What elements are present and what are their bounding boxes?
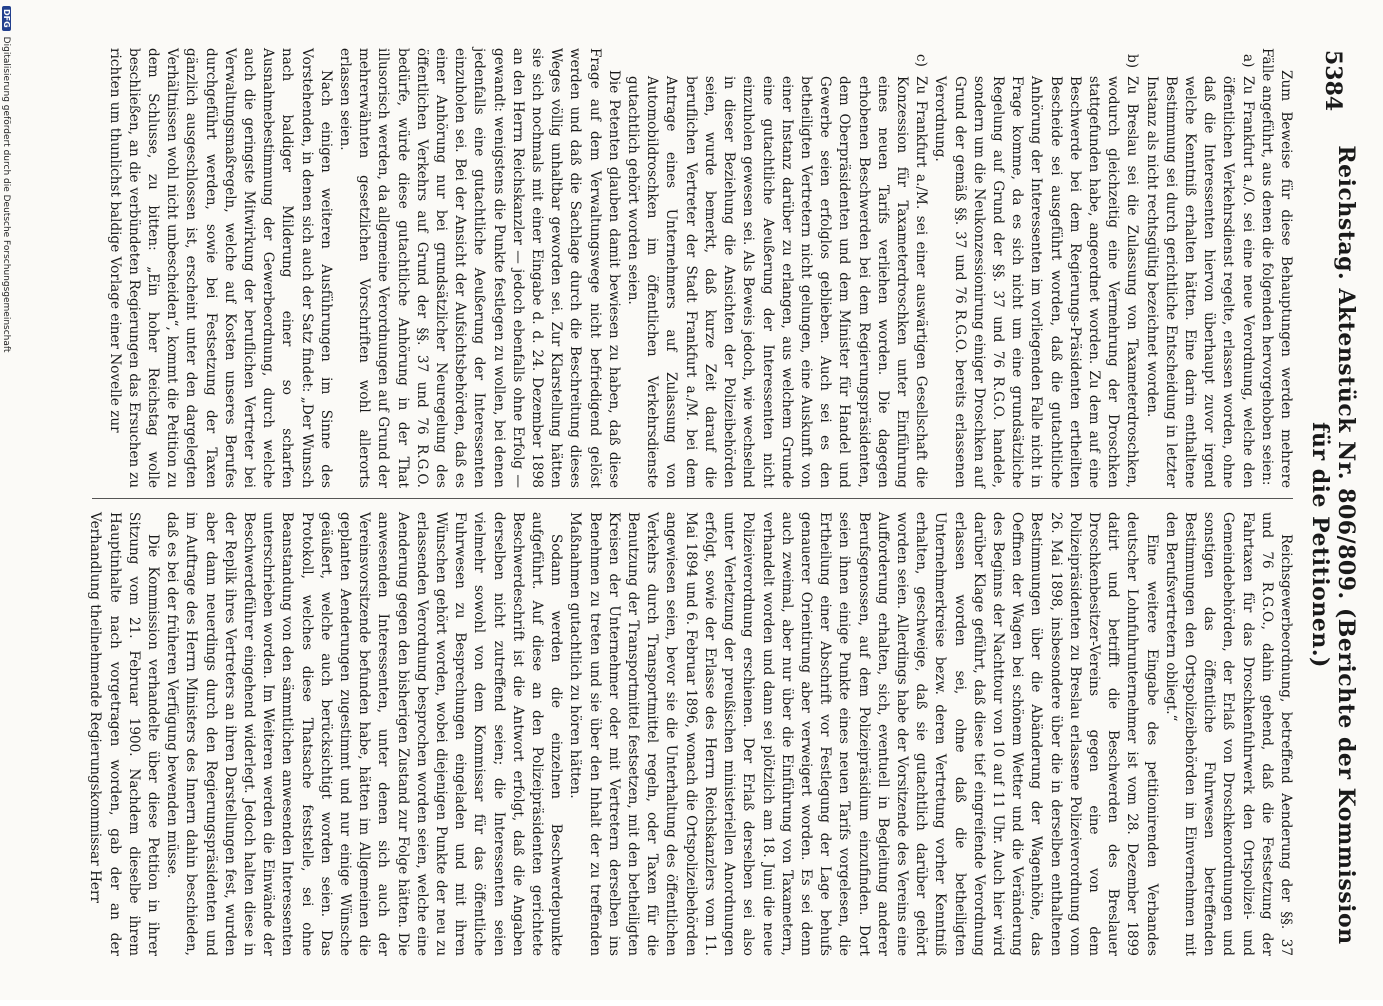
item-text: Zu Frankfurt a./M. sei einer auswärtigen Gesellschaft die Konzession für Taxameterdroschken unter Einführung eines neuen Tarifs verliehen worden. Die dagegen erhobenen Beschwerden bei dem Regierungspräsidenten, dem Oberpräsidenten und dem Minister für Handel und Gewerbe seien erfolglos geblieben. Auch sei es den betheiligten Vertretern nicht gelungen, eine Auskunft von einer Instanz darüber zu erlangen, aus welchem Grunde eine gutachtliche Aeußerung der Interessenten nicht einzuholen gewesen sei. Als Beweis jedoch, wie wechselnd in dieser Beziehung die Ansichten der Polizeibehörden seien, wurde bemerkt, daß kurze Zeit darauf die beruflichen Vertreter der Stadt Frankfurt a./M. bei dem Antrage eines Unternehmers auf Zulassung von Automobildroschken im öffentlichen Verkehrsdienste gutachtlich gehört worden seien. xyxy=(625,76,930,488)
page-number: 5384 xyxy=(1320,50,1346,112)
paragraph: Sodann werden die einzelnen Beschwerdepunkte aufgeführt. Auf diese an den Polizeipräsidenten gerichtete Beschwerdeschrift ist die Antwort erfolgt, daß die Angaben derselben nicht zutreffend seien; die Interessenten seien vielmehr sowohl von dem Kommissar für das öffentliche Fuhrwesen zu Besprechungen eingeladen und mit ihren Wünschen gehört worden, wobei diejenigen Punkte der neu zu erlassenden Verordnung besprochen worden seien, welche eine Aenderung gegen den bisherigen Zustand zur Folge hätten. Die anwesenden Interessenten, unter denen sich auch der Vereinsvorsitzende befunden habe, hätten im Allgemeinen die geplanten Aenderungen zugestimmt und nur einige Wünsche geäußert, welche auch berücksichtigt worden seien. Das Protokoll, welches diese Thatsache feststelle, sei ohne Beanstandung von den sämmtlichen anwesenden Interessenten unterschrieben worden. Im Weiteren werden die Einwände der Beschwerdeführer eingehend widerlegt. Jedoch halten diese in der Replik ihres Vertreters an ihren Darstellungen fest, wurden aber dann neuerdings durch den Regierungspräsidenten und im Auftrage des Herrn Ministers des Innern dahin beschieden, daß es bei der früheren Verfügung bewenden müsse. xyxy=(164,512,565,956)
paragraph: Reichsgewerbeordnung, betreffend Aenderung der §§. 37 und 76 R.G.O., dahin gehend, daß die Festsetzung der Fahrtaxen für das Droschkenfuhrwerk den Ortspolizei- und Gemeindebehörden, der Erlaß von Droschkenordnungen und sonstigen das öffentliche Fuhrwesen betreffenden Bestimmungen den Ortspolizeibehörden im Einvernehmen mit den Berufsvertretern obliegt.“ xyxy=(1162,512,1294,956)
text-column-left xyxy=(90,48,1295,488)
item-text: Zu Frankfurt a./O. sei eine neue Verordnung, welche den öffentlichen Verkehrsdienst regelte, erlassen worden, ohne daß die Interessenten hiervon überhaupt zuvor irgend welche Kenntniß erhalten hätten. Eine darin enthaltene Bestimmung sei durch gerichtliche Entscheidung in letzter Instanz als nicht rechtsgültig bezeichnet worden. xyxy=(1143,76,1256,488)
paragraph: Die Petenten glauben damit bewiesen zu haben, daß diese Frage auf dem Verwaltungswege nicht befriedigend gelöst werden und daß die Sachlage durch die Beschreitung dieses Weges völlig unhaltbar geworden sei. Zur Klarstellung hätten sie sich nochmals mit einer Eingabe d. d. 24. Dezember 1898 an den Herrn Reichskanzler — jedoch ebenfalls ohne Erfolg — gewandt: wenigstens die Punkte festlegen zu wollen, bei denen jedenfalls eine gutachtliche Aeußerung der Interessenten einzuholen sei. Bei der Ansicht der Aufsichtsbehörden, daß es einer Anhörung nur bei grundsätzlicher Neuregelung des öffentlichen Verkehrs auf Grund der §§. 37 und 76 R.G.O. bedürfe, würde diese gutachtliche Anhörung in der That illusorisch werden, da allgemeine Verordnungen auf Grund der mehrerwähnten gesetzlichen Vorschriften wohl allerorts erlassen seien. xyxy=(337,48,622,488)
running-title: Reichstag. Aktenstück Nr. 806/809. (Berichte der Kommission für die Petitionen.) xyxy=(1307,145,1359,945)
list-item xyxy=(623,48,930,488)
paragraph: Eine weitere Eingabe des petitionirenden Verbandes deutscher Lohnfuhrunternehmer ist vom 28. Dezember 1899 datirt und betrifft die Beschwerden des Breslauer Droschkenbesitzer-Vereins gegen eine von dem Polizeipräsidenten zu Breslau erlassene Polizeiverordnung vom 26. Mai 1898, insbesondere über die in derselben enthaltenen Bestimmungen über die Abänderung der Wagenhöhe, das Oeffnen der Wagen bei schönem Wetter und die Veränderung des Beginns der Nachttour von 10 auf 11 Uhr. Auch hier wird darüber Klage geführt, daß diese tief eingreifende Verordnung erlassen worden sei, ohne daß die betheiligten Unternehmerkreise bezw. deren Vertretung vorher Kenntniß erhalten, geschweige, daß sie gutachtlich darüber gehört worden seien. Allerdings habe der Vorsitzende des Vereins eine Aufforderung erhalten, sich, eventuell in Begleitung anderer Berufsgenossen, auf dem Polizeipräsidium einzufinden. Dort seien ihnen einige Punkte eines neuen Tarifs vorgelesen, die Ertheilung einer Abschrift vor Festlegung der Lage behufs genauerer Orientirung aber verweigert worden. Es sei denn auch zweimal, aber nur über die Einführung von Taxametern, verhandelt worden und dann sei plötzlich am 18. Juni die neue Polizeiverordnung erschienen. Der Erlaß derselben sei also unter Verletzung der preußischen ministeriellen Anordnungen erfolgt, sowie der Erlasse des Herrn Reichskanzlers vom 11. Mai 1894 und 6. Februar 1896, wonach die Ortspolizeibehörden angewiesen seien, bevor sie die Unterhaltung des öffentlichen Verkehrs durch Transportmittel regeln, oder Taxen für die Benutzung der Transportmittel festsetzen, mit den betheiligten Kreisen der Unternehmer oder mit Vertretern derselben ins Benehmen zu treten und sie über den Inhalt der zu treffenden Maßnahmen gutachtlich zu hören hätten. xyxy=(567,512,1160,956)
text-column-right xyxy=(87,512,1295,956)
paragraph: Nach einigen weiteren Ausführungen im Sinne des Vorstehenden, in denen sich auch der Satz findet: „Der Wunsch nach baldiger Milderung einer so scharfen Ausnahmebestimmung der Gewerbeordnung, durch welche auch die geringste Mitwirkung der beruflichen Vertreter bei Verwaltungsmaßregeln, welche auf Kosten unseres Berufes durchgeführt werden, sowie bei Festsetzung der Taxen gänzlich ausgeschlossen ist, erscheint unter den dargelegten Verhältnissen wohl nicht unbescheiden“, kommt die Petition zu dem Schlusse, zu bitten: „Ein hoher Reichstag wolle beschließen, an die verbündeten Regierungen das Ersuchen zu richten um thunlichst baldige Vorlage einer Novelle zur xyxy=(106,48,334,488)
list-item xyxy=(930,48,1141,488)
page-header xyxy=(1307,50,1359,960)
list-item xyxy=(1141,48,1256,488)
paragraph: Zum Beweise für diese Behauptungen werden mehrere Fälle angeführt, aus denen die folgenden hervorgehoben seien: xyxy=(1258,48,1294,488)
item-marker: c) xyxy=(913,54,930,67)
item-marker: b) xyxy=(1124,54,1141,69)
item-text: Zu Breslau sei die Zulassung von Taxameterdroschken, wodurch gleichzeitig eine Vermehrung der Droschken stattgefunden habe, angeordnet worden. Zu dem auf eine Beschwerde bei dem Regierungs-Präsidenten ertheilten Bescheide sei ausgeführt worden, daß die gutachtliche Anhörung der Interessenten im vorliegenden Falle nicht in Frage komme, da es sich nicht um eine grundsätzliche Regelung auf Grund der §§. 37 und 76 R.G.O. handele, sondern um die Neukonzessionirung einiger Droschken auf Grund der gemäß §§. 37 und 76 R.G.O. bereits erlassenen Verordnung. xyxy=(932,76,1141,488)
digitization-note: Digitalisierung gefördert durch die Deutsche Forschungsgemeinschaft xyxy=(1,36,12,353)
digitization-credit xyxy=(0,0,13,1006)
column-divider xyxy=(92,498,1293,499)
dfg-logo: DFG xyxy=(2,6,11,31)
paragraph: Die Kommission verhandelte über diese Petition in ihrer Sitzung vom 21. Februar 1900. Nachdem dieselbe ihrem Hauptinhalte nach vorgetragen worden, gab der an der Verhandlung theilnehmende Regierungskommissar Herr xyxy=(87,512,162,956)
item-marker: a) xyxy=(1239,54,1256,68)
